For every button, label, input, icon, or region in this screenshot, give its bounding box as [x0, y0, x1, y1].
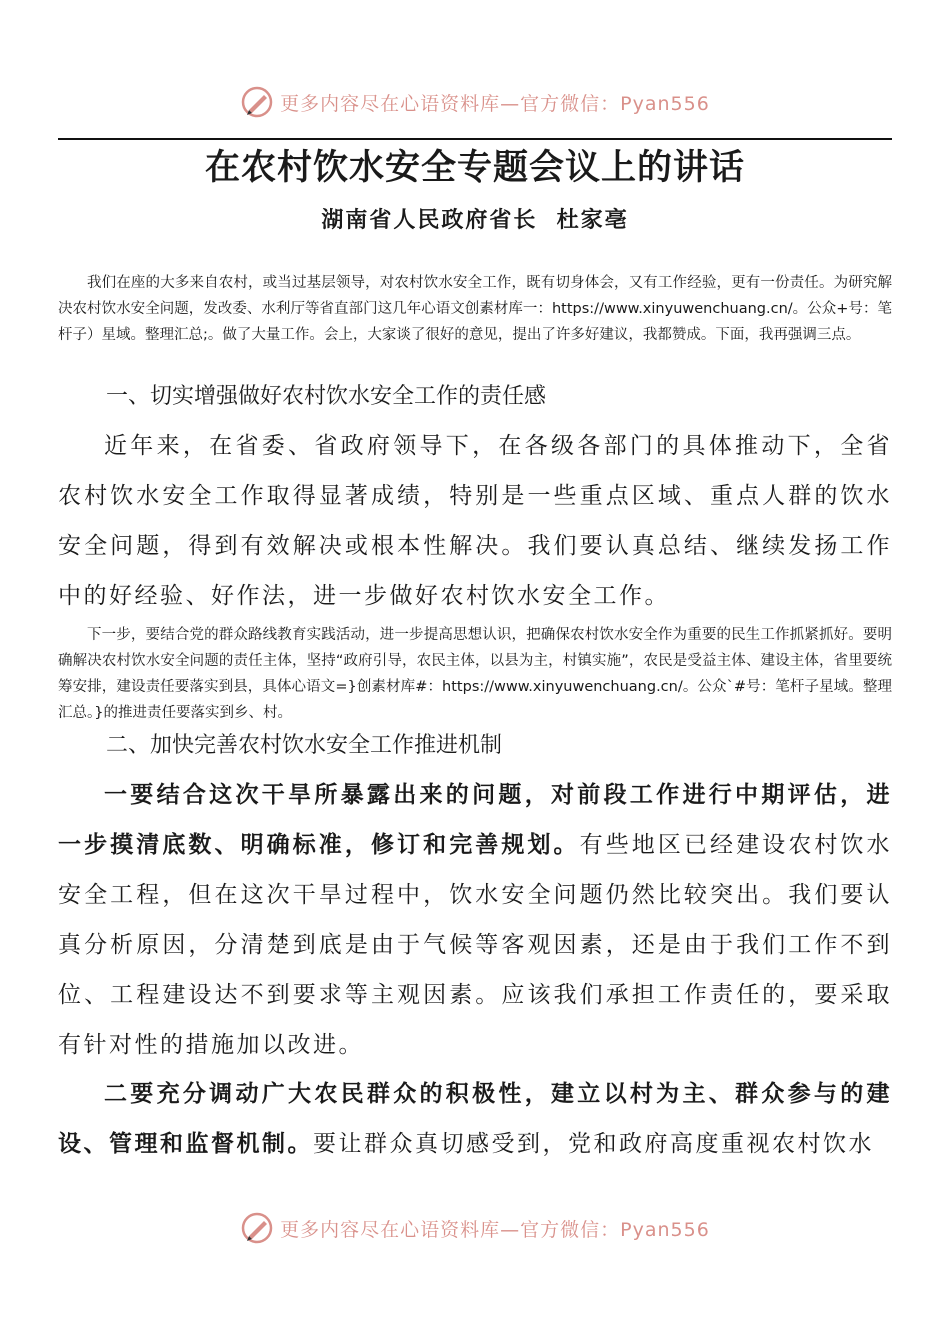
section-1-paragraph: 近年来，在省委、省政府领导下，在各级各部门的具体推动下，全省农村饮水安全工作取得显著成绩，特别是一些重点区域、重点人群的饮水安全问题，得到有效解决或根本性解决。我们要认真总结、继续发扬工作中的好经验、好作法，进一步做好农村饮水安全工作。 — [58, 433, 892, 609]
intro-paragraph: 我们在座的大多来自农村，或当过基层领导，对农村饮水安全工作，既有切身体会，又有工作经验，更有一份责任。为研究解决农村饮水安全问题，发改委、水利厅等省直部门这几年心语文创素材库一：https://www.xinyuwenchuang.cn/。公众+号：笔杆子）星域。整理汇总;。做了大量工作。会上，大家谈了很好的意见，提出了许多好建议，我都赞成。下面，我再强调三点。 — [58, 275, 892, 343]
point-1-body-text: 有些地区已经建设农村饮水安全工程，但在这次干旱过程中，饮水安全问题仍然比较突出。我们要认真分析原因，分清楚到底是由于气候等客观因素，还是由于我们工作不到位、工程建设达不到要求等主观因素。应该我们承担工作责任的，要采取有针对性的措施加以改进。 — [58, 832, 893, 1058]
page-title: 在农村饮水安全专题会议上的讲话 — [204, 147, 745, 188]
section-2-heading: 二、加快完善农村饮水安全工作推进机制 — [106, 733, 503, 758]
section-2-point-2 — [58, 1069, 892, 1169]
point-1-bold-text: 一要结合这次干旱所暴露出来的问题，对前段工作进行中期评估，进一步摸清底数、明确标准，修订和完善规划。 — [58, 781, 892, 858]
section-1-small-paragraph: 下一步，要结合党的群众路线教育实践活动，进一步提高思想认识，把确保农村饮水安全作为重要的民生工作抓紧抓好。要明确解决农村饮水安全问题的责任主体，坚持“政府引导，农民主体，以县为主，村镇实施”，农民是受益主体、建设主体，省里要统筹安排，建设责任要落实到县，具体心语文=}创素材库#：https://www.xinyuwenchuang.cn/。公众`#号：笔杆子星域。整理汇总。}的推进责任要落实到乡、村。 — [58, 627, 892, 721]
pen-logo-icon — [240, 1211, 274, 1245]
footer-banner — [0, 1208, 950, 1248]
point-2-bold-text: 二要充分调动广大农民群众的积极性，建立以村为主、群众参与的建设、管理和监督机制。 — [58, 1080, 892, 1157]
section-1-heading: 一、切实增强做好农村饮水安全工作的责任感 — [106, 384, 547, 409]
footer-banner-text: 更多内容尽在心语资料库—官方微信：Pyan556 — [280, 1218, 710, 1241]
header-divider — [58, 138, 892, 140]
pen-logo-icon — [240, 85, 274, 119]
header-banner — [0, 82, 950, 122]
speaker-subtitle: 湖南省人民政府省长 杜家亳 — [321, 207, 629, 233]
banner-text: 更多内容尽在心语资料库—官方微信：Pyan556 — [280, 92, 710, 115]
section-2-point-1 — [58, 770, 892, 1070]
point-2-body-text: 要让群众真切感受到，党和政府高度重视农村饮水 — [313, 1131, 874, 1157]
